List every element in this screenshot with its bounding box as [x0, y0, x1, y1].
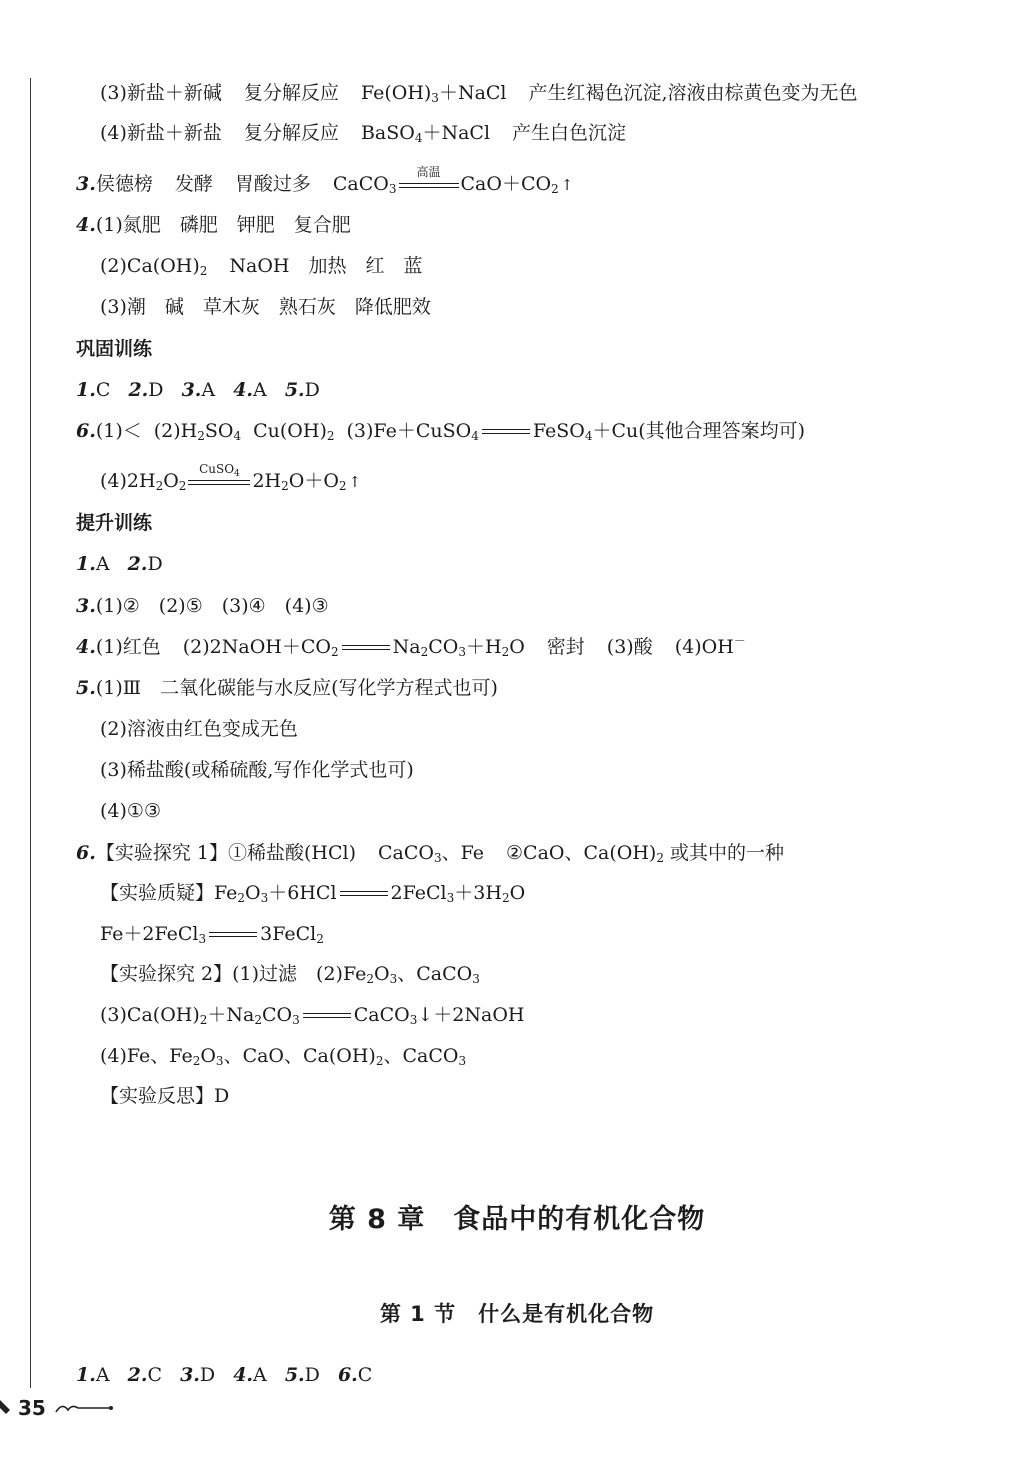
- gas-arrow-icon: ↑: [348, 473, 362, 491]
- improve-answers-1-2: 1.A 2.D: [76, 553, 163, 575]
- improve-question-5-line-3: (3)稀盐酸(或稀硫酸,写作化学式也可): [100, 759, 414, 781]
- margin-rule: [30, 78, 31, 1388]
- improve-question-6-line-7: 【实验反思】D: [100, 1085, 230, 1107]
- chapter-title: 第 8 章 食品中的有机化合物: [328, 1204, 706, 1235]
- improve-question-6-line-6: (4)Fe、$Fe_2O_3$、CaO、$Ca(OH)_2$、CaCO$_3$: [100, 1045, 467, 1068]
- improve-question-4: 4.(1)红色 $(2)2NaOH+CO_2$ $Na_2CO_3+H_2O$ 密封 (3)酸 (4)OH－: [76, 634, 746, 659]
- improve-question-6-line-1: 6.【实验探究 1】①稀盐酸(HCl) CaCO$_3$、Fe ②CaO、$Ca(OH)_2$ 或其中的一种: [76, 842, 784, 865]
- improve-question-5-line-1: 5.(1)Ⅲ 二氧化碳能与水反应(写化学方程式也可): [76, 677, 498, 699]
- answer-line-4-salt-salt: (4)新盐＋新盐 复分解反应 BaSO$_4$＋NaCl 产生白色沉淀: [100, 122, 627, 145]
- equals-sign: [303, 1013, 351, 1018]
- question-3-answer: 3.侯德榜 发酵 胃酸过多 CaCO$_3$ 高温 $CaO+CO_2$ ↑: [76, 165, 574, 196]
- equals-sign: [342, 645, 390, 650]
- section-answers-1-6: 1.A 2.C 3.D 4.A 5.D 6.C: [76, 1364, 373, 1386]
- answer-line-3-salt-base: (3)新盐＋新碱 复分解反应 $Fe(OH)_3+NaCl$ 产生红褐色沉淀,溶液由棕黄色变为无色: [100, 82, 858, 105]
- equals-sign: [209, 932, 257, 937]
- gas-arrow-icon: ↑: [560, 176, 574, 194]
- consolidate-question-6-line-2: $(4)2H_2O_2$ CuSO$_4$ $2H_2O+O_2$ ↑: [100, 462, 362, 493]
- reaction-condition-catalyst: CuSO$_4$: [188, 480, 250, 485]
- section-heading-improve: 提升训练: [76, 512, 153, 534]
- consolidate-answers-1-5: 1.C 2.D 3.A 4.A 5.D: [76, 379, 320, 401]
- question-4-line-3: (3)潮 碱 草木灰 熟石灰 降低肥效: [100, 296, 431, 318]
- improve-question-6-line-4: 【实验探究 2】(1)过滤 $(2)Fe_2O_3$、CaCO$_3$: [100, 963, 480, 986]
- equals-sign: [482, 429, 530, 434]
- improve-question-6-line-3: Fe＋2FeCl$_3$ 3FeCl$_2$: [100, 923, 324, 946]
- improve-question-5-line-4: (4)①③: [100, 800, 161, 822]
- improve-question-3: 3.(1)② (2)⑤ (3)④ (4)③: [76, 595, 329, 617]
- question-4-line-2: $(2)Ca(OH)_2$ NaOH 加热 红 蓝: [100, 255, 423, 278]
- consolidate-question-6-line-1: $6.(1)< (2)H_2SO_4$ $Cu(OH)_2$ (3)Fe＋CuSO$_4$ FeSO$_4$＋Cu(其他合理答案均可): [76, 420, 806, 443]
- section-heading-consolidate: 巩固训练: [76, 338, 153, 360]
- page-corner-mark-icon: [0, 1398, 14, 1416]
- question-4-line-1: 4.(1)氮肥 磷肥 钾肥 复合肥: [76, 214, 351, 236]
- improve-question-6-line-2: 【实验质疑】$Fe_2O_3+6HCl$ $2FeCl_3+3H_2O$: [100, 882, 526, 905]
- improve-question-6-line-5: $(3)Ca(OH)_2+Na_2CO_3$ CaCO$_3$↓＋2NaOH: [100, 1004, 525, 1027]
- page-number-flourish-icon: [54, 1400, 114, 1414]
- reaction-condition-high-temp: 高温: [399, 183, 459, 188]
- section-title: 第 1 节 什么是有机化合物: [379, 1302, 655, 1326]
- improve-question-5-line-2: (2)溶液由红色变成无色: [100, 718, 298, 740]
- page-number: 35: [18, 1396, 46, 1420]
- equals-sign: [340, 891, 388, 896]
